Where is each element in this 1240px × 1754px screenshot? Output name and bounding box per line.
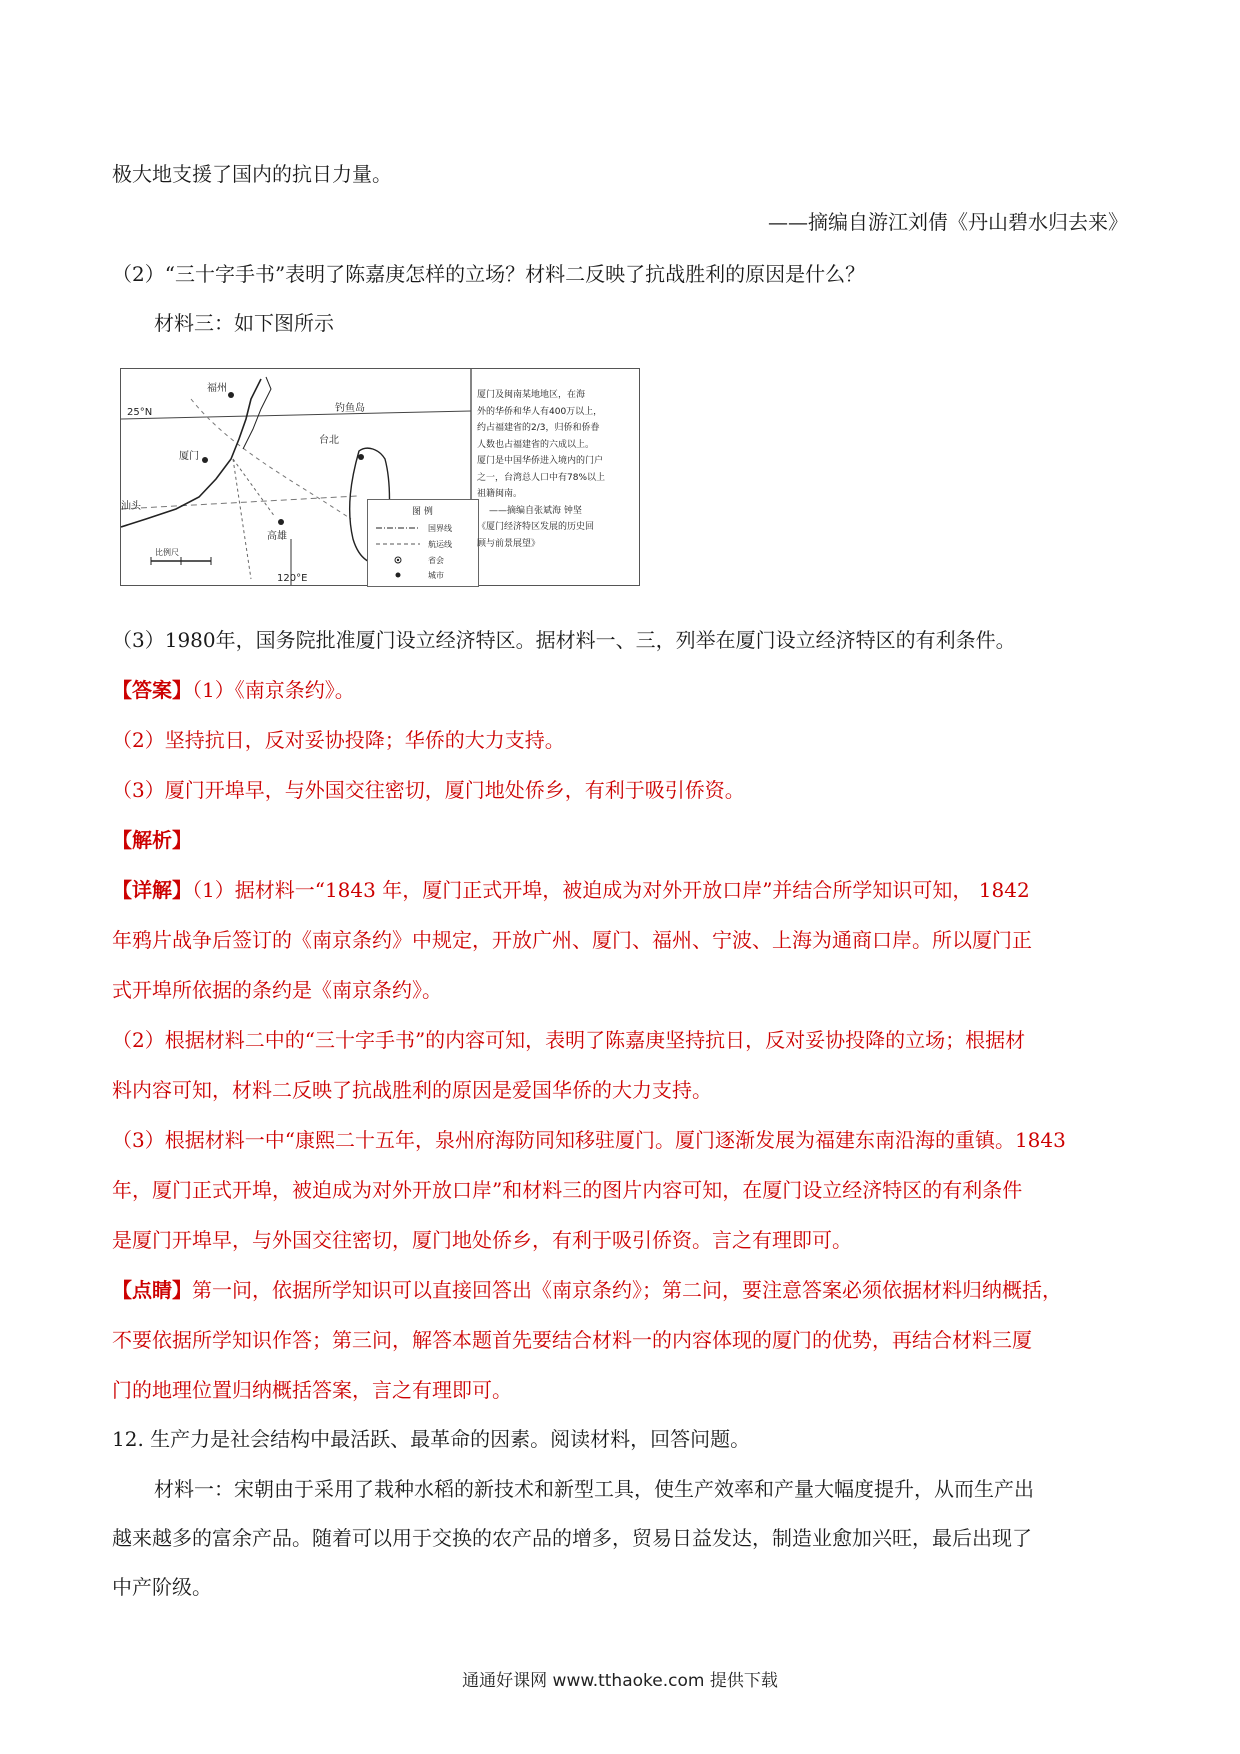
label-diaoyu: 钓鱼岛 <box>335 403 365 414</box>
tip-tag: 【点睛】 <box>112 1278 192 1302</box>
detail-line-4: （2）根据材料二中的“三十字手书”的内容可知，表明了陈嘉庚坚持抗日，反对妥协投降的立场；根据材 <box>112 1028 1026 1052</box>
intro-tail: 极大地支援了国内的抗日力量。 <box>112 162 392 186</box>
detail-line-2: 年鸦片战争后签订的《南京条约》中规定，开放广州、厦门、福州、宁波、上海为通商口岸。所以厦门正 <box>112 928 1032 952</box>
note-line: 人数也占福建省的六成以上。 <box>477 439 595 450</box>
question-12-stem: 12. 生产力是社会结构中最活跃、最革命的因素。阅读材料，回答问题。 <box>112 1427 751 1451</box>
label-gaoxiong: 高雄 <box>267 531 287 542</box>
note-line: 顾与前景展望》 <box>477 538 541 549</box>
legend-symbols <box>368 500 478 586</box>
detail-line-5: 料内容可知，材料二反映了抗战胜利的原因是爱国华侨的大力支持。 <box>112 1078 712 1102</box>
tip-line-3: 门的地理位置归纳概括答案，言之有理即可。 <box>112 1378 512 1402</box>
note-line: 之一，台湾总人口中有78%以上 <box>477 472 606 483</box>
answer-1: （1）《南京条约》。 <box>192 678 355 702</box>
note-line: 外的华侨和华人有400万以上， <box>477 406 603 417</box>
material-3-map <box>120 368 640 586</box>
q12-material-1-line-3: 中产阶级。 <box>112 1575 212 1599</box>
label-shantou: 汕头 <box>121 501 141 512</box>
note-line: 厦门及闽南某地地区，在海 <box>477 390 586 400</box>
detail-line-8: 是厦门开埠早，与外国交往密切，厦门地处侨乡，有利于吸引侨资。言之有理即可。 <box>112 1228 852 1252</box>
detail-line-1 <box>112 876 1132 904</box>
q12-material-1-line-2: 越来越多的富余产品。随着可以用于交换的农产品的增多，贸易日益发达，制造业愈加兴旺，最后出现了 <box>112 1526 1032 1550</box>
detail-tag: 【详解】 <box>112 878 192 902</box>
question-3: （3）1980年，国务院批准厦门设立经济特区。据材料一、三，列举在厦门设立经济特区的有利条件。 <box>112 628 1016 652</box>
material-3-label: 材料三：如下图所示 <box>154 311 334 335</box>
tip-text-1: 第一问，依据所学知识可以直接回答出《南京条约》；第二问，要注意答案必须依据材料归纳概括， <box>192 1278 1062 1302</box>
label-lat-25: 25°N <box>127 407 153 418</box>
detail-line-6: （3）根据材料一中“康熙二十五年，泉州府海防同知移驻厦门。厦门逐渐发展为福建东南沿海的重镇。1843 <box>112 1128 1066 1152</box>
answer-tag: 【答案】 <box>112 678 192 702</box>
map-note <box>477 387 633 552</box>
page-footer: 通通好课网 www.tthaoke.com 提供下载 <box>462 1671 778 1691</box>
detail-text-1: （1）据材料一“1843 年，厦门正式开埠，被迫成为对外开放口岸”并结合所学知识可知， 1842 <box>192 878 1030 902</box>
legend-row-border: 国界线 <box>428 524 452 533</box>
source-line: ——摘编自游江刘倩《丹山碧水归去来》 <box>768 210 1128 234</box>
note-line: 约占福建省的2/3，归侨和侨眷 <box>477 423 600 433</box>
question-2: （2）“三十字手书”表明了陈嘉庚怎样的立场？材料二反映了抗战胜利的原因是什么？ <box>112 262 866 286</box>
note-line: ——摘编自张斌海 钟坚 <box>489 505 582 516</box>
legend-row-city: 城市 <box>428 571 444 580</box>
note-line: 《厦门经济特区发展的历史回 <box>477 522 595 532</box>
note-line: 祖籍闽南。 <box>477 489 523 499</box>
answer-2: （2）坚持抗日，反对妥协投降；华侨的大力支持。 <box>112 728 565 752</box>
legend-title: 图 例 <box>412 507 433 517</box>
answer-3: （3）厦门开埠早，与外国交往密切，厦门地处侨乡，有利于吸引侨资。 <box>112 778 745 802</box>
tip-line-1 <box>112 1276 1132 1304</box>
note-line: 厦门是中国华侨进入境内的门户 <box>477 456 604 466</box>
tip-line-2: 不要依据所学知识作答；第三问，解答本题首先要结合材料一的内容体现的厦门的优势，再结合材料三厦 <box>112 1328 1032 1352</box>
answer-line-1 <box>112 676 1132 704</box>
label-scale: 比例尺 <box>155 548 179 557</box>
label-xiamen: 厦门 <box>179 451 199 462</box>
legend-row-route: 航运线 <box>428 540 452 549</box>
map-legend <box>367 499 479 587</box>
detail-line-3: 式开埠所依据的条约是《南京条约》。 <box>112 978 442 1002</box>
label-taibei: 台北 <box>319 435 339 446</box>
legend-row-capital: 省会 <box>428 556 444 565</box>
q12-material-1-line-1: 材料一：宋朝由于采用了栽种水稻的新技术和新型工具，使生产效率和产量大幅度提升，从而生产出 <box>154 1477 1034 1501</box>
label-lon-120: 120°E <box>277 573 308 584</box>
label-fuzhou: 福州 <box>207 383 227 394</box>
detail-line-7: 年，厦门正式开埠，被迫成为对外开放口岸”和材料三的图片内容可知，在厦门设立经济特区的有利条件 <box>112 1178 1023 1202</box>
analysis-tag: 【解析】 <box>112 828 192 852</box>
